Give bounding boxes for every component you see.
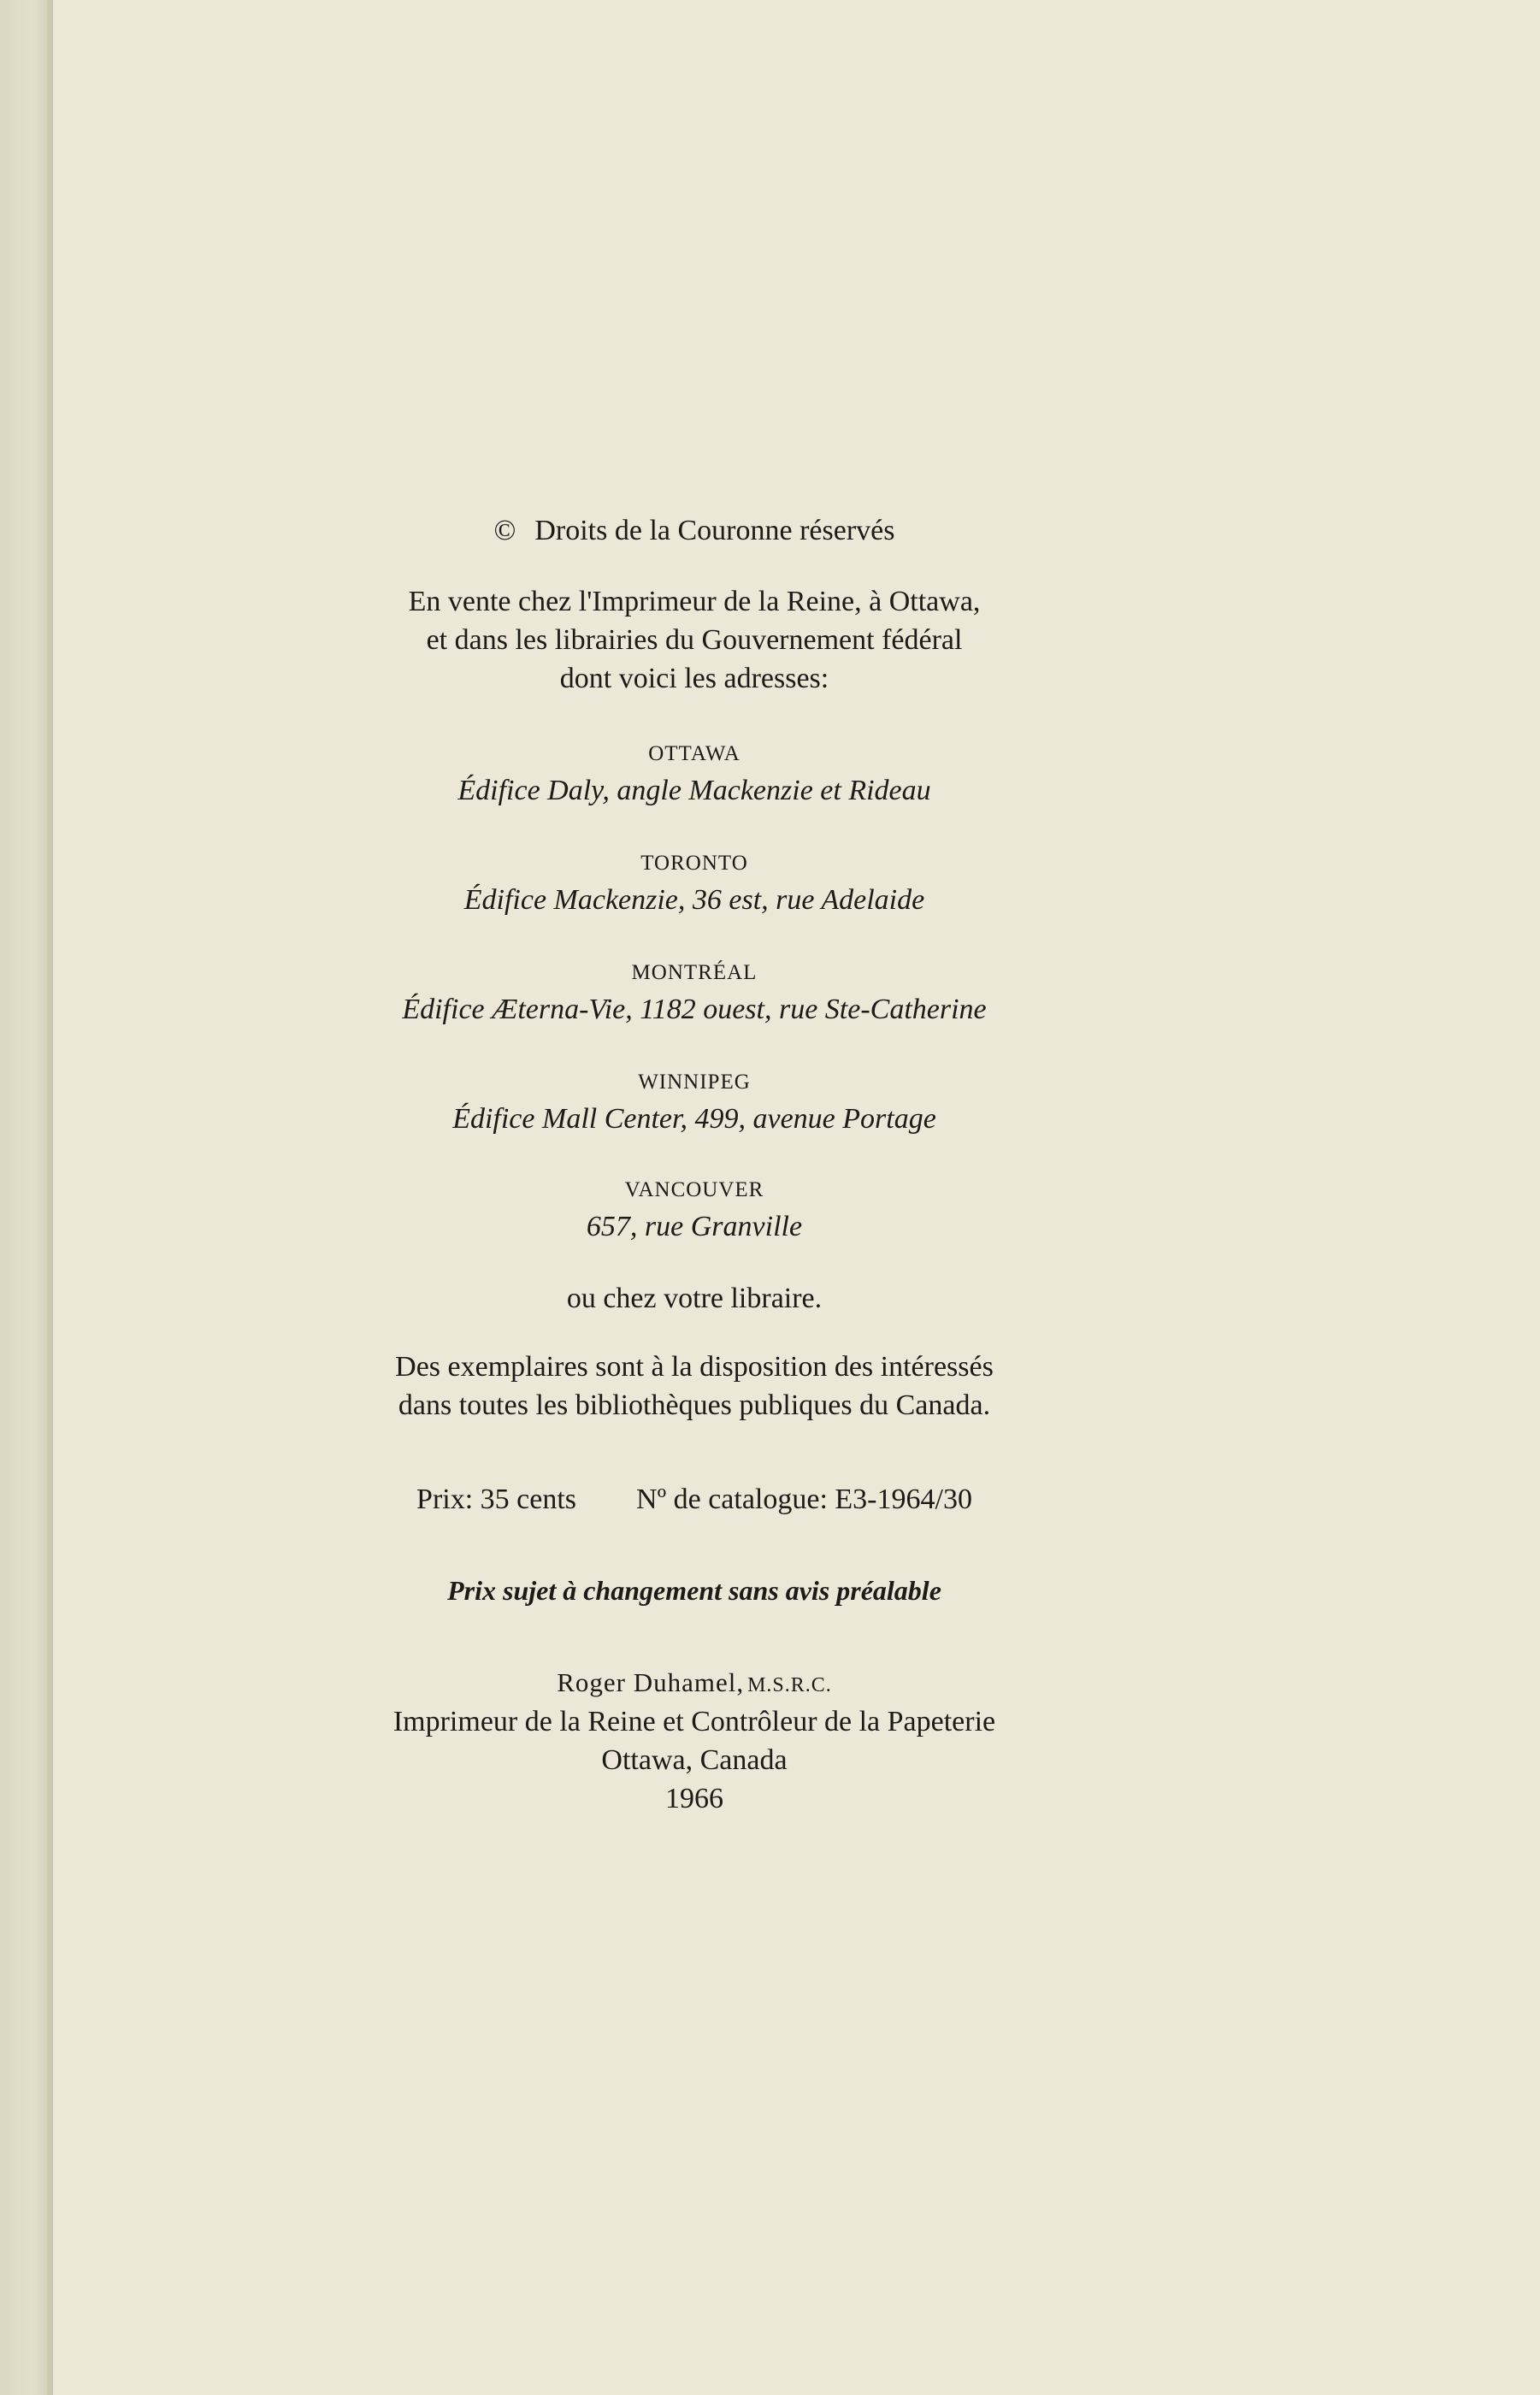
printer-title: Imprimeur de la Reine et Contrôleur de la Papeterie — [392, 1706, 996, 1737]
copies-notice-line: Des exemplaires sont à la disposition des intéressés — [395, 1351, 994, 1383]
copyright-text: Droits de la Couronne réservés — [534, 515, 895, 546]
location-address: Édifice Daly, angle Mackenzie et Rideau — [457, 775, 931, 806]
price-label: Prix: 35 cents — [416, 1484, 577, 1515]
location-address: Édifice Mackenzie, 36 est, rue Adelaide — [463, 884, 925, 916]
price-note: Prix sujet à changement sans avis préalable — [447, 1575, 941, 1606]
copyright-line — [53, 515, 1336, 547]
location-city: WINNIPEG — [638, 1071, 751, 1094]
printer-name-line — [53, 1667, 1336, 1698]
location-city: OTTAWA — [648, 742, 740, 765]
location-city: MONTRÉAL — [631, 961, 758, 984]
catalogue-number: Nº de catalogue: E3-1964/30 — [636, 1484, 972, 1515]
location-city: TORONTO — [640, 852, 748, 875]
printer-year: 1966 — [665, 1783, 723, 1814]
or-bookseller-line: ou chez votre libraire. — [566, 1283, 823, 1314]
location-address: Édifice Mall Center, 499, avenue Portage — [452, 1103, 936, 1135]
printer-place: Ottawa, Canada — [601, 1744, 788, 1776]
copyright-symbol: © — [493, 515, 516, 546]
printer-credentials: M.S.R.C. — [747, 1674, 832, 1696]
intro-line: dont voici les adresses: — [559, 663, 829, 694]
location-address: 657, rue Granville — [586, 1211, 803, 1242]
price-row — [53, 1484, 1336, 1516]
intro-line: En vente chez l'Imprimeur de la Reine, à Ottawa, — [408, 586, 981, 617]
copies-notice-line: dans toutes les bibliothèques publiques du Canada. — [398, 1389, 991, 1421]
intro-line: et dans les librairies du Gouvernement fédéral — [426, 624, 963, 656]
page-gutter — [0, 0, 53, 2395]
printer-name: Roger Duhamel, — [557, 1667, 745, 1697]
binding-edge — [47, 0, 50, 2395]
location-address: Édifice Æterna-Vie, 1182 ouest, rue Ste-Catherine — [402, 994, 987, 1025]
location-city: VANCOUVER — [624, 1178, 764, 1201]
